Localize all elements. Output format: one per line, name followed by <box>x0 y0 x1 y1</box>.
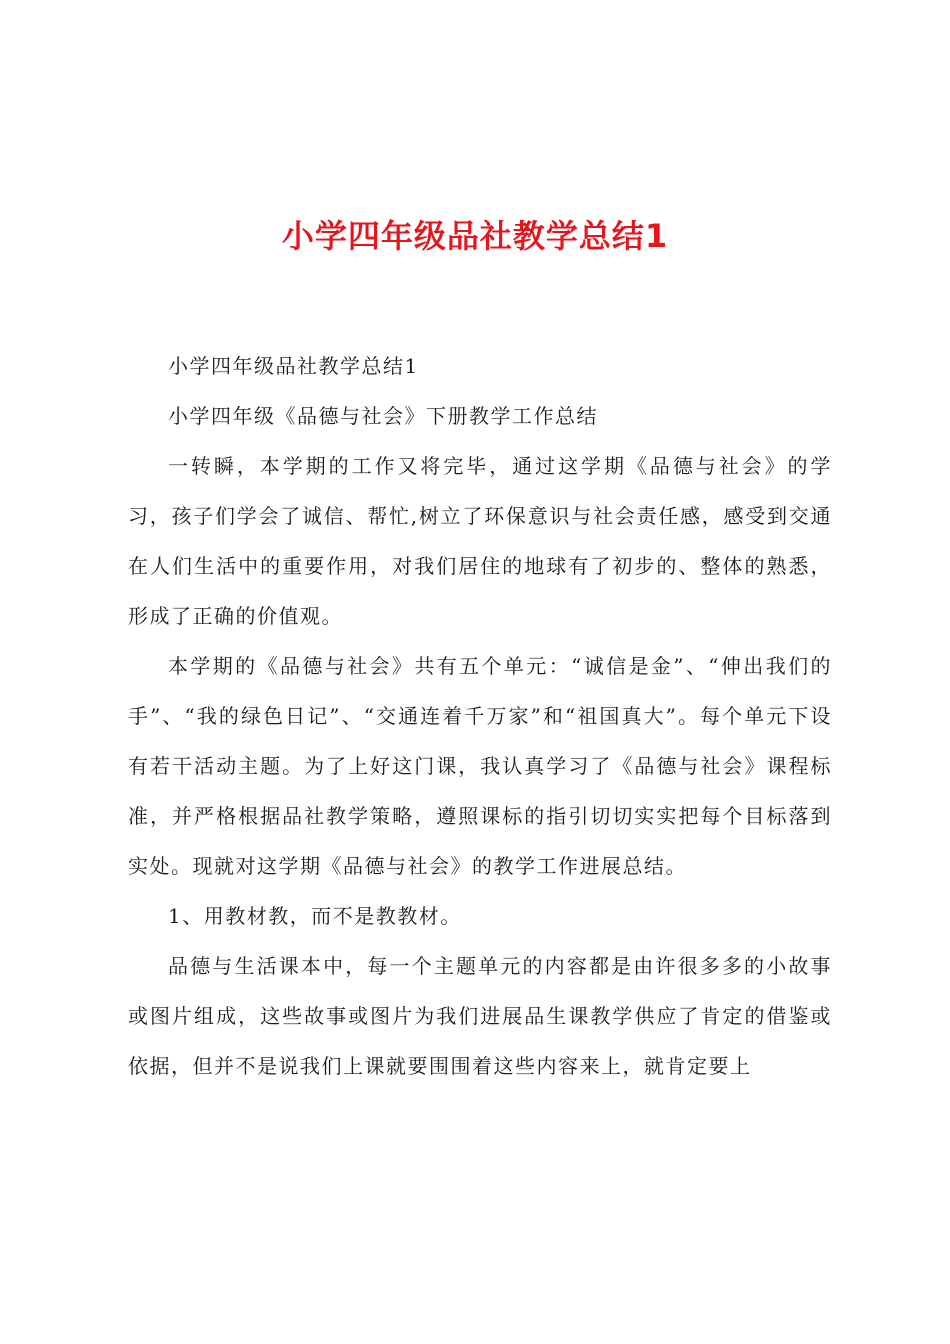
paragraph-intro: 一转瞬，本学期的工作又将完毕，通过这学期《品德与社会》的学习，孩子们学会了诚信、帮忙,树立了环保意识与社会责任感，感受到交通在人们生活中的重要作用，对我们居住的地球有了初步的、整体的熟悉，形成了正确的价值观。 <box>128 454 832 628</box>
paragraph-subheading: 小学四年级《品德与社会》下册教学工作总结 <box>168 404 598 428</box>
document-body <box>128 341 832 1091</box>
paragraph-section-1-body: 品德与生活课本中，每一个主题单元的内容都是由许很多多的小故事或图片组成，这些故事或图片为我们进展品生课教学供应了肯定的借鉴或依据，但并不是说我们上课就要围围着这些内容来上，就肯定要上 <box>128 954 832 1078</box>
paragraph-heading: 小学四年级品社教学总结1 <box>168 354 419 378</box>
paragraph-section-1-heading: 1、用教材教，而不是教教材。 <box>168 904 462 928</box>
document-title: 小学四年级品社教学总结1 <box>281 217 669 255</box>
paragraph-units: 本学期的《品德与社会》共有五个单元：“诚信是金”、“伸出我们的手”、“我的绿色日记”、“交通连着千万家”和“祖国真大”。每个单元下设有若干活动主题。为了上好这门课，我认真学习了《品德与社会》课程标准，并严格根据品社教学策略，遵照课标的指引切切实实把每个目标落到实处。现就对这学期《品德与社会》的教学工作进展总结。 <box>128 654 832 878</box>
